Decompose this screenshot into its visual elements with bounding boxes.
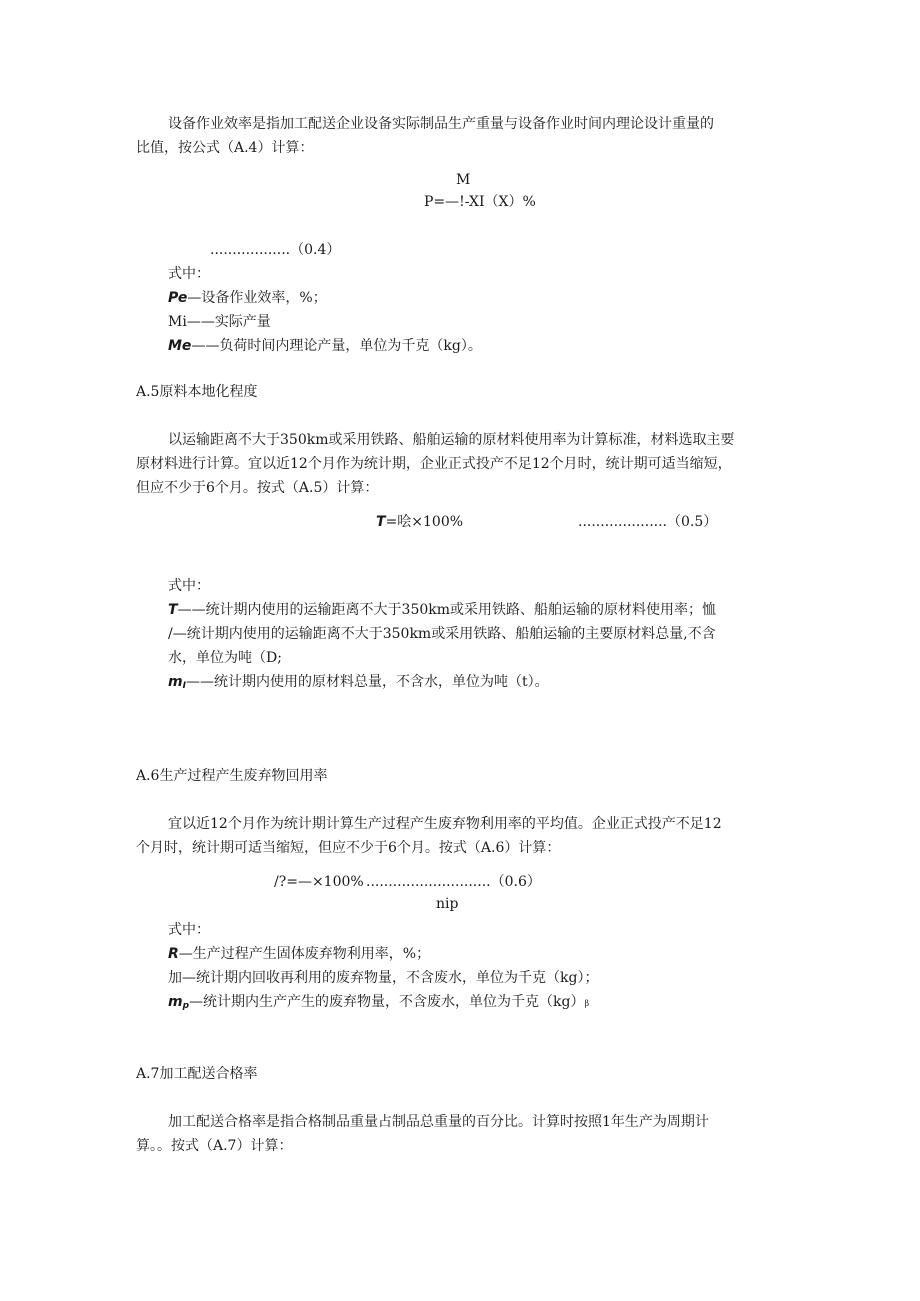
a4-definition-me-text: ——负荷时间内理论产量，单位为千克（kg）。 bbox=[191, 338, 482, 354]
a5-symbol-m-subscript: I bbox=[182, 681, 186, 691]
a4-definition-pe bbox=[168, 288, 327, 308]
a4-where-label: 式中： bbox=[168, 266, 210, 282]
a6-definition-recycled: 加—统计期内回收再利用的废弃物量，不含废水，单位为千克（kg）； bbox=[168, 970, 599, 986]
a6-paragraph-line-2: 个月时，统计期可适当缩短，但应不少于6个月。按式（A.6）计算： bbox=[136, 840, 561, 856]
a7-paragraph-line-1: 加工配送合格率是指合格制品重量占制品总重量的百分比。计算时按照1年生产为周期计 bbox=[168, 1114, 709, 1130]
a4-formula: P=—!-XI（X）% bbox=[424, 194, 536, 210]
a6-heading: A.6生产过程产生废弃物回用率 bbox=[136, 768, 328, 784]
a5-formula-number: ....................（0.5） bbox=[578, 514, 718, 530]
a5-definition-line-2a: /—统计期内使用的运输距离不大于350km或采用铁路、船舶运输的主要原材料总量,不含 bbox=[168, 626, 716, 642]
a6-symbol-m-subscript: p bbox=[182, 1001, 190, 1011]
a5-definition-mi bbox=[168, 672, 549, 696]
a5-definition-t bbox=[168, 600, 716, 620]
a5-formula-body: =哙×100% bbox=[385, 514, 464, 530]
a4-definition-mi: Mi——实际产量 bbox=[168, 314, 271, 330]
a6-formula-number: ............................（0.6） bbox=[366, 874, 541, 890]
a4-formula-numerator: M bbox=[456, 172, 471, 188]
a6-definition-r bbox=[168, 944, 430, 964]
a7-heading: A.7加工配送合格率 bbox=[136, 1066, 258, 1082]
a6-definition-r-text: —生产过程产生固体废弃物利用率，%； bbox=[178, 946, 431, 962]
a4-paragraph-line-2: 比值，按公式（A.4）计算： bbox=[136, 140, 314, 156]
a4-definition-pe-text: —设备作业效率，%； bbox=[187, 290, 327, 306]
a5-where-label: 式中： bbox=[168, 578, 210, 594]
a6-symbol-r: R bbox=[168, 946, 179, 962]
a5-formula-symbol: T bbox=[376, 514, 386, 530]
a6-definition-mp-tail: β bbox=[584, 999, 590, 1008]
a5-formula bbox=[376, 512, 463, 532]
a5-symbol-m: m bbox=[168, 674, 183, 690]
a6-definition-mp-text: —统计期内生产产生的废弃物量，不含废水，单位为千克（kg） bbox=[189, 994, 585, 1010]
a5-symbol-t: T bbox=[168, 602, 178, 618]
a7-paragraph-line-2: 算。。按式（A.7）计算： bbox=[136, 1138, 293, 1154]
a4-formula-number: ..................（0.4） bbox=[210, 242, 341, 258]
a5-definition-t-text: ——统计期内使用的运输距离不大于350km或采用铁路、船舶运输的原材料使用率；恤 bbox=[177, 602, 717, 618]
a6-formula-denominator: nip bbox=[436, 896, 459, 912]
a5-paragraph-line-3: 但应不少于6个月。按式（A.5）计算： bbox=[136, 480, 379, 496]
a4-paragraph-line-1: 设备作业效率是指加工配送企业设备实际制品生产重量与设备作业时间内理论设计重量的 bbox=[168, 116, 714, 132]
a5-definition-line-2b: 水，单位为吨（D; bbox=[168, 650, 282, 666]
a5-paragraph-line-2: 原材料进行计算。宜以近12个月作为统计期，企业正式投产不足12个月时，统计期可适当缩短， bbox=[136, 456, 732, 472]
a6-paragraph-line-1: 宜以近12个月作为统计期计算生产过程产生废弃物利用率的平均值。企业正式投产不足12 bbox=[168, 816, 722, 832]
a5-heading: A.5原料本地化程度 bbox=[136, 384, 258, 400]
a6-symbol-m: m bbox=[168, 994, 183, 1010]
a6-definition-mp bbox=[168, 992, 589, 1016]
a4-symbol-me: Me bbox=[168, 338, 192, 354]
a5-paragraph-line-1: 以运输距离不大于350km或采用铁路、船舶运输的原材料使用率为计算标准，材料选取主要 bbox=[168, 432, 735, 448]
a5-definition-mi-text: ——统计期内使用的原材料总量，不含水，单位为吨（t）。 bbox=[185, 674, 549, 690]
a4-definition-me bbox=[168, 336, 482, 356]
a6-where-label: 式中： bbox=[168, 922, 210, 938]
a6-formula: /?=—×100% bbox=[274, 874, 364, 890]
a4-symbol-pe: Pe bbox=[168, 290, 188, 306]
